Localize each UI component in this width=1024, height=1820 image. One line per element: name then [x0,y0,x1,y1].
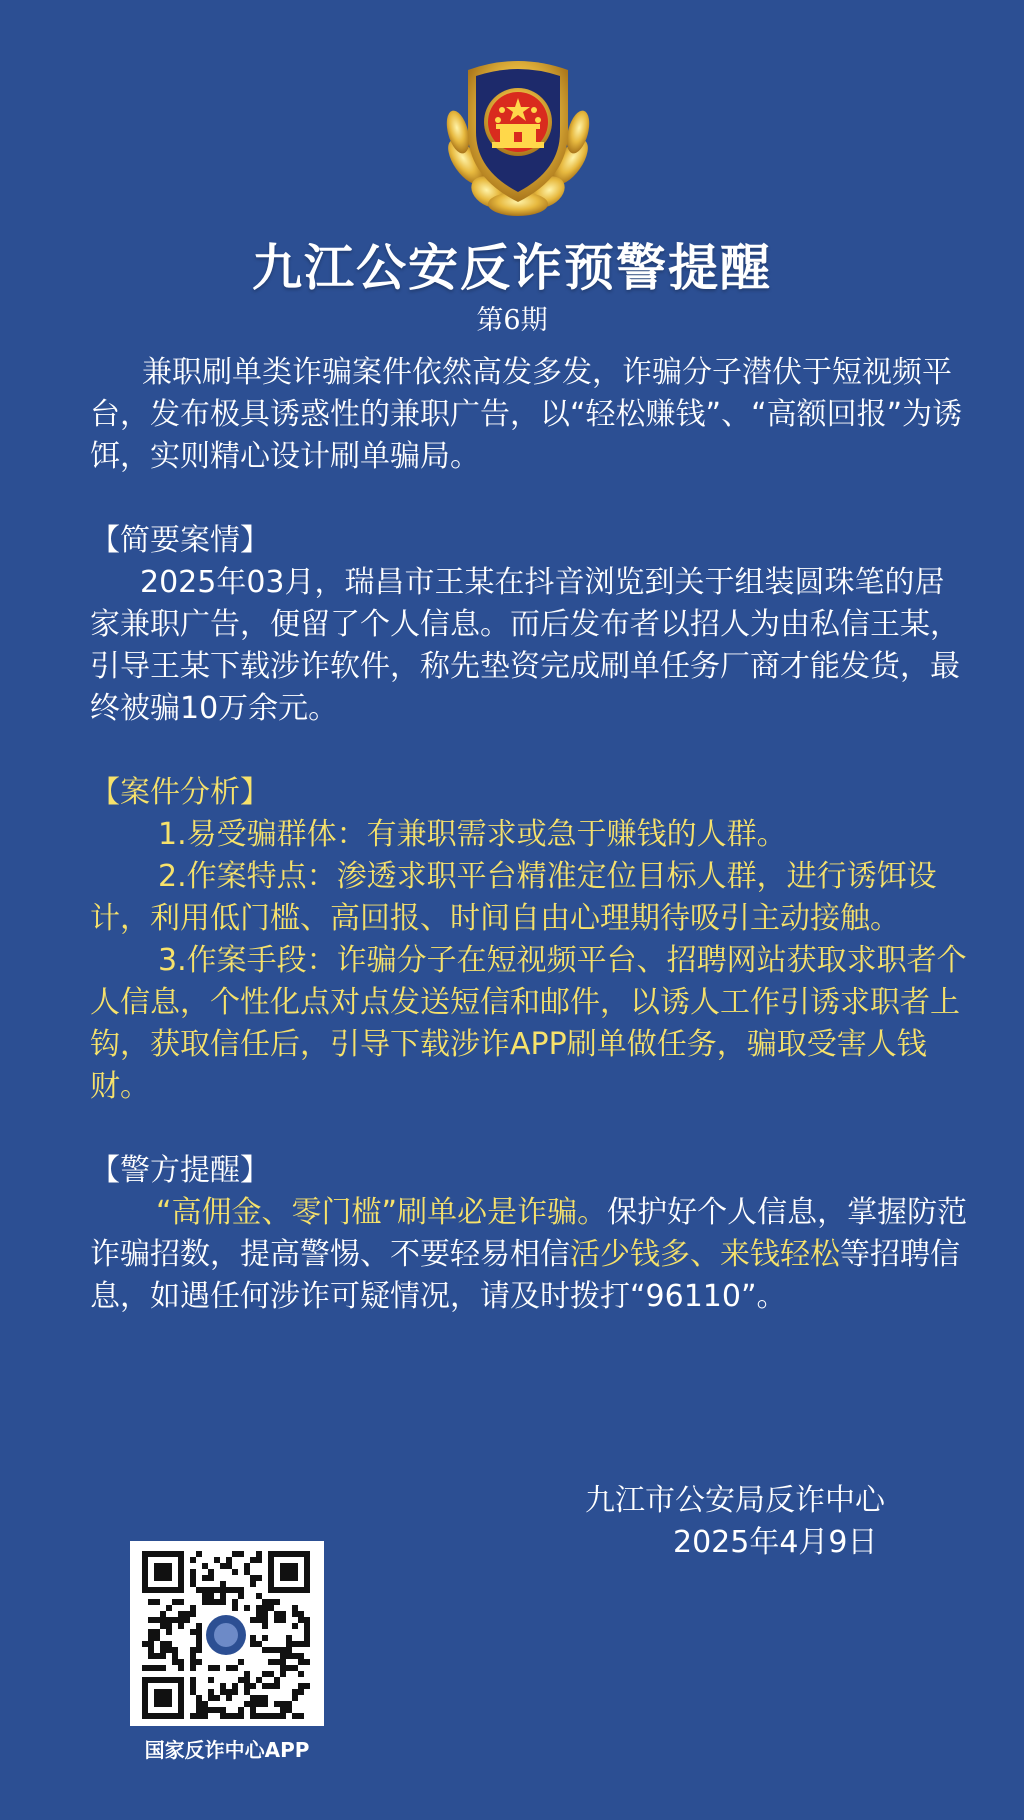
main-content [90,352,970,1318]
intro-paragraph: 兼职刷单类诈骗案件依然高发多发，诈骗分子潜伏于短视频平台，发布极具诱惑性的兼职广告，以“轻松赚钱”、“高额回报”为诱饵，实则精心设计刷单骗局。 [90,355,963,474]
page-title: 九江公安反诈预警提醒 [252,238,772,297]
warning-highlight-2: 活少钱多、来钱轻松 [570,1237,840,1272]
qr-code [130,1541,324,1726]
warning-highlight-1: “高佣金、零门槛”刷单必是诈骗。 [156,1195,608,1230]
warning-text-1: 保护好个人信息，掌握防范诈骗招数，提高警惕、不要轻易相信 [90,1195,968,1272]
signature-block [585,1480,935,1564]
qr-label: 国家反诈中心APP [144,1738,310,1762]
case-heading: 【简要案情】 [90,523,270,558]
analysis-item-3: 3.作案手段：诈骗分子在短视频平台、招聘网站获取求职者个人信息，个性化点对点发送短信和邮件，以诱人工作引诱求职者上钩，获取信任后，引导下载涉诈APP刷单做任务，骗取受害人钱财。 [90,943,967,1104]
warning-paragraph [90,1192,970,1318]
analysis-item-1: 1.易受骗群体：有兼职需求或急于赚钱的人群。 [158,817,787,852]
police-emblem-icon [438,52,598,224]
warning-text-2: 等招聘信息，如遇任何涉诈可疑情况，请及时拨打“96110”。 [90,1237,960,1314]
issue-number: 第6期 [476,305,548,336]
signature-date: 2025年4月9日 [673,1525,878,1560]
signature-org: 九江市公安局反诈中心 [585,1483,885,1518]
analysis-item-2: 2.作案特点：渗透求职平台精准定位目标人群，进行诱饵设计，利用低门槛、高回报、时间自由心理期待吸引主动接触。 [90,859,937,936]
warning-heading: 【警方提醒】 [90,1153,270,1188]
case-paragraph: 2025年03月，瑞昌市王某在抖音浏览到关于组装圆珠笔的居家兼职广告，便留了个人信息。而后发布者以招人为由私信王某，引导王某下载涉诈软件，称先垫资完成刷单任务厂商才能发货，最终被骗10万余元。 [90,565,960,726]
analysis-heading: 【案件分析】 [90,775,270,810]
